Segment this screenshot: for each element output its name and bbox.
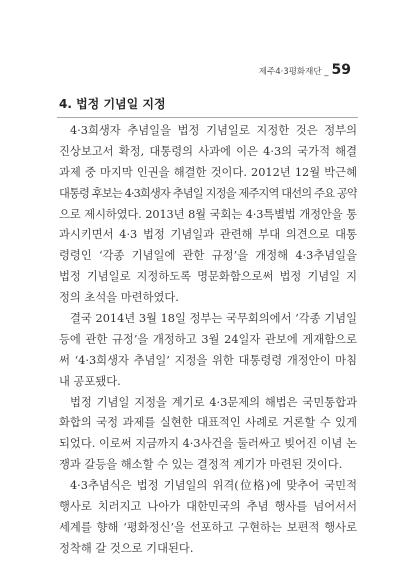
text-line: 과제 중 마지막 인권을 해결한 것이다. 2012년 12월 박근혜 <box>59 165 357 179</box>
text-line: 4·3추념식은 법정 기념일의 위격(位格)에 맞추어 국민적 <box>70 479 357 493</box>
text-line: 행사로 치러지고 나아가 대한민국의 추념 행사를 넘어서서 <box>59 500 357 514</box>
text-line: 되었다. 이로써 지금까지 4·3사건을 둘러싸고 빚어진 이념 논 <box>59 437 357 451</box>
text-line: 진상보고서 확정, 대통령의 사과에 이은 4·3의 국가적 해결 <box>59 144 357 158</box>
body-text <box>59 121 357 560</box>
org-name: 제주4·3평화재단 _ <box>258 67 329 77</box>
text-line: 법정 기념일 지정을 계기로 4·3문제의 해법은 국민통합과 <box>70 395 357 409</box>
text-line: 정착해 갈 것으로 기대된다. <box>59 541 194 555</box>
text-line: 과시키면서 4·3 법정 기념일과 관련해 부대 의견으로 대통 <box>59 228 357 242</box>
text-line: 등에 관한 규정’을 개정하고 3월 24일자 관보에 게재함으로 <box>59 332 357 346</box>
paragraph <box>59 393 357 477</box>
text-line: 세계를 향해 ‘평화정신’을 선포하고 구현하는 보편적 행사로 <box>59 520 357 534</box>
text-line: 내 공포됐다. <box>59 374 121 388</box>
text-line: 법정 기념일로 지정하도록 명문화함으로써 법정 기념일 지 <box>59 270 357 284</box>
text-line: 4·3희생자 추념일을 법정 기념일로 지정한 것은 정부의 <box>70 124 357 137</box>
text-line: 써 ‘4·3희생자 추념일’ 지정을 위한 대통령령 개정안이 마침 <box>59 353 357 367</box>
running-header <box>259 62 351 82</box>
text-line: 결국 2014년 3월 18일 정부는 국무회의에서 ‘각종 기념일 <box>70 312 357 326</box>
text-line: 령령인 ‘각종 기념일에 관한 규정’을 개정해 4·3추념일을 <box>59 249 357 263</box>
text-line: 대통령 후보는 4·3희생자 추념일 지정을 제주지역 대선의 주요 공약 <box>59 186 357 200</box>
paragraph <box>59 476 357 560</box>
paragraph <box>59 121 357 309</box>
page-number: 59 <box>331 62 351 78</box>
text-line: 정의 초석을 마련하였다. <box>59 291 179 305</box>
paragraph <box>59 309 357 393</box>
text-line: 화합의 국정 과제를 실현한 대표적인 사례로 거론할 수 있게 <box>59 416 357 430</box>
text-line: 쟁과 갈등을 해소할 수 있는 결정적 계기가 마련된 것이다. <box>59 458 343 472</box>
text-line: 으로 제시하였다. 2013년 8월 국회는 4·3특별법 개정안을 통 <box>59 207 357 221</box>
heading-rule <box>57 117 358 118</box>
section-heading: 4. 법정 기념일 지정 <box>59 97 166 111</box>
